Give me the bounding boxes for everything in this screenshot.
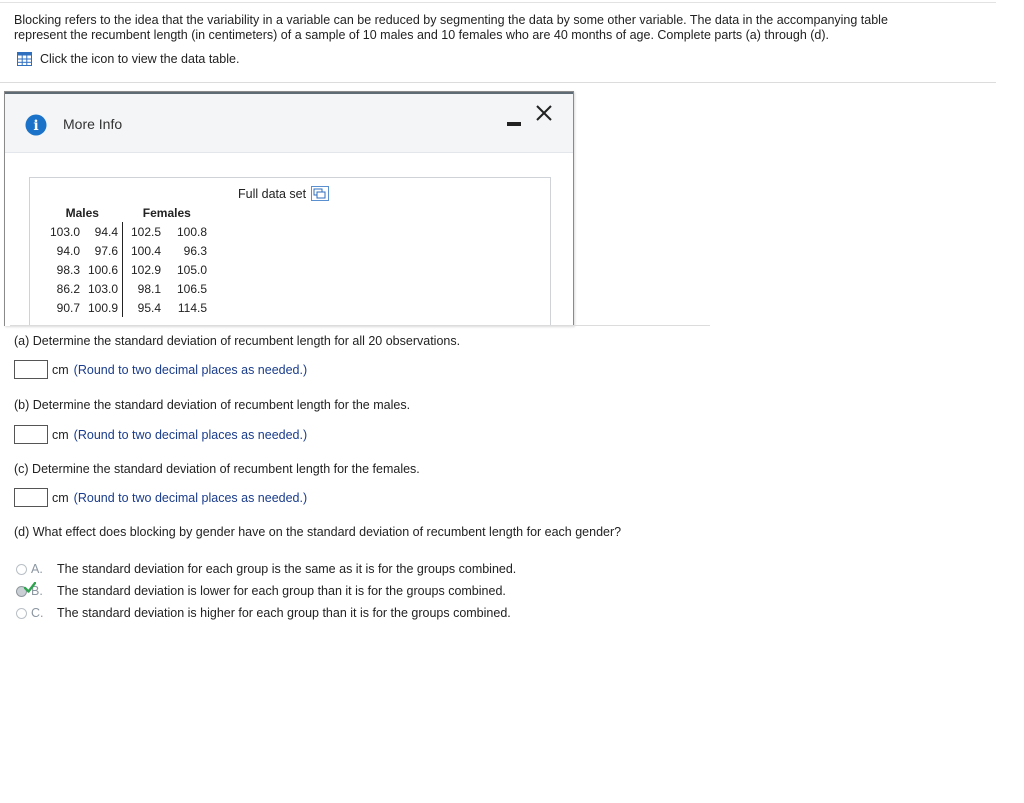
table-cell: 105.0 bbox=[177, 262, 208, 277]
answer-row-c bbox=[14, 488, 307, 507]
unit-label: cm bbox=[52, 427, 69, 442]
intro-line-2: represent the recumbent length (in centimeters) of a sample of 10 males and 10 females who are 40 months of age. Complete parts (a) through (d). bbox=[14, 28, 830, 42]
table-cell: 95.4 bbox=[137, 300, 162, 315]
section-divider bbox=[0, 82, 996, 83]
checkmark-icon bbox=[24, 582, 36, 593]
answer-b-input[interactable] bbox=[14, 425, 48, 444]
view-data-table-link[interactable] bbox=[17, 52, 239, 66]
table-row bbox=[42, 298, 211, 317]
problem-statement bbox=[14, 13, 994, 43]
info-icon bbox=[25, 114, 47, 136]
table-cell: 94.0 bbox=[56, 243, 80, 258]
table-cell: 90.7 bbox=[56, 300, 80, 315]
dialog-header[interactable] bbox=[5, 92, 573, 153]
option-letter: C. bbox=[31, 606, 44, 620]
table-cell: 103.0 bbox=[84, 279, 123, 298]
option-text: The standard deviation for each group is the same as it is for the groups combined. bbox=[57, 562, 517, 576]
table-grid-icon[interactable] bbox=[17, 52, 32, 66]
table-cell: 103.0 bbox=[49, 224, 80, 239]
full-data-set-link[interactable] bbox=[238, 186, 329, 201]
close-icon[interactable] bbox=[535, 104, 553, 122]
data-table-panel bbox=[29, 177, 551, 326]
unit-label: cm bbox=[52, 490, 69, 505]
dialog-title: More Info bbox=[63, 116, 123, 132]
table-cell: 106.5 bbox=[177, 281, 208, 296]
copy-data-icon[interactable] bbox=[311, 186, 329, 201]
table-cell: 100.6 bbox=[84, 260, 123, 279]
question-d: (d) What effect does blocking by gender have on the standard deviation of recumbent length for each gender? bbox=[14, 525, 622, 539]
minimize-button[interactable] bbox=[507, 122, 521, 126]
recumbent-length-table bbox=[42, 203, 211, 317]
table-cell: 100.4 bbox=[131, 243, 162, 258]
table-cell: 98.1 bbox=[137, 281, 162, 296]
more-info-dialog bbox=[4, 91, 574, 326]
top-divider bbox=[0, 2, 996, 3]
table-cell: 102.5 bbox=[131, 224, 162, 239]
table-cell: 98.3 bbox=[56, 262, 80, 277]
table-cell: 97.6 bbox=[84, 241, 123, 260]
table-row bbox=[42, 222, 211, 241]
header-males: Males bbox=[65, 205, 99, 220]
radio-c[interactable] bbox=[16, 608, 27, 619]
option-text: The standard deviation is higher for each group than it is for the groups combined. bbox=[57, 606, 511, 620]
answer-row-b bbox=[14, 425, 307, 444]
header-females: Females bbox=[142, 205, 191, 220]
table-cell: 94.4 bbox=[84, 222, 123, 241]
table-row bbox=[42, 279, 211, 298]
intro-line-1: Blocking refers to the idea that the variability in a variable can be reduced by segmenting the data by some other variable. The data in the accompanying table bbox=[14, 13, 888, 27]
full-data-set-label[interactable]: Full data set bbox=[238, 186, 307, 201]
table-row bbox=[42, 241, 211, 260]
radio-a[interactable] bbox=[16, 564, 27, 575]
option-letter: A. bbox=[31, 562, 43, 576]
answer-c-input[interactable] bbox=[14, 488, 48, 507]
option-a[interactable] bbox=[16, 562, 516, 576]
question-a: (a) Determine the standard deviation of recumbent length for all 20 observations. bbox=[14, 334, 461, 348]
table-cell: 114.5 bbox=[177, 300, 208, 315]
option-c[interactable] bbox=[16, 606, 511, 620]
view-data-table-label[interactable]: Click the icon to view the data table. bbox=[40, 52, 240, 66]
table-row bbox=[42, 260, 211, 279]
table-cell: 100.9 bbox=[84, 298, 123, 317]
option-b[interactable] bbox=[16, 584, 506, 598]
rounding-hint: (Round to two decimal places as needed.) bbox=[73, 362, 308, 377]
unit-label: cm bbox=[52, 362, 69, 377]
question-b: (b) Determine the standard deviation of recumbent length for the males. bbox=[14, 398, 411, 412]
table-cell: 86.2 bbox=[56, 281, 80, 296]
option-text: The standard deviation is lower for each group than it is for the groups combined. bbox=[57, 584, 506, 598]
table-cell: 100.8 bbox=[177, 224, 208, 239]
svg-text:i: i bbox=[33, 118, 39, 134]
rounding-hint: (Round to two decimal places as needed.) bbox=[73, 490, 308, 505]
answer-row-a bbox=[14, 360, 307, 379]
radio-b[interactable] bbox=[16, 586, 27, 597]
table-cell: 96.3 bbox=[183, 243, 208, 258]
answer-a-input[interactable] bbox=[14, 360, 48, 379]
table-cell: 102.9 bbox=[131, 262, 162, 277]
option-letter: B. bbox=[31, 584, 43, 598]
section-divider bbox=[10, 325, 710, 326]
rounding-hint: (Round to two decimal places as needed.) bbox=[73, 427, 308, 442]
question-c: (c) Determine the standard deviation of recumbent length for the females. bbox=[14, 462, 420, 476]
